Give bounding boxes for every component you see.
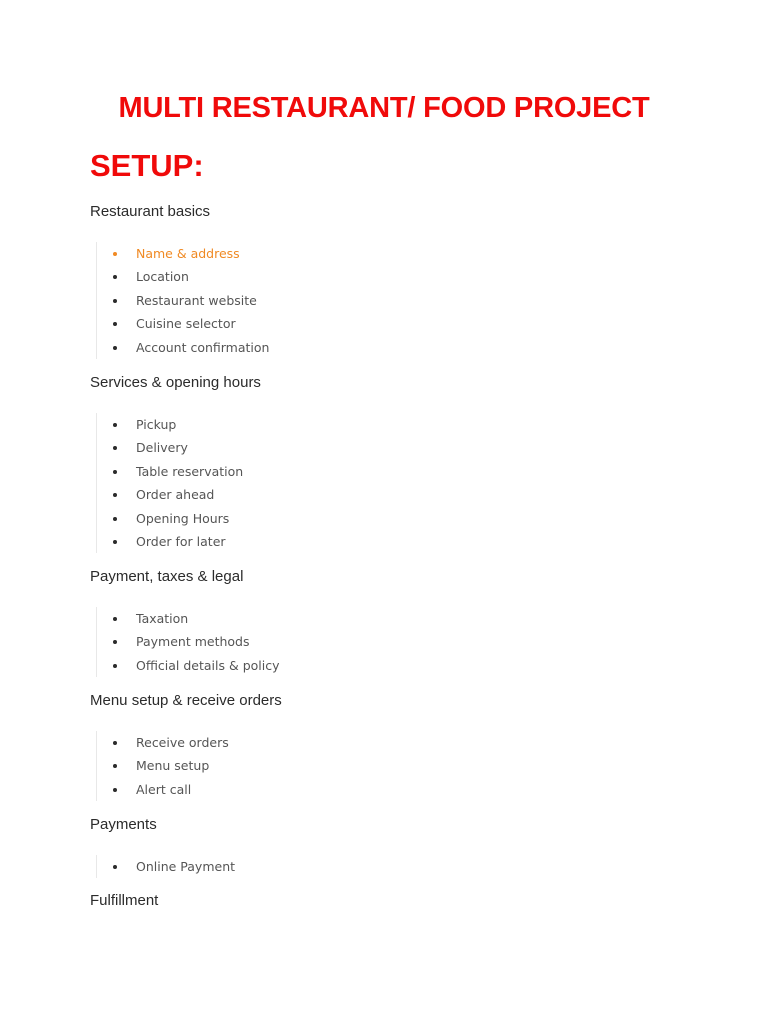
list-item-label: Account confirmation (136, 339, 270, 355)
list-item-label: Opening Hours (136, 510, 230, 526)
document-title: MULTI RESTAURANT/ FOOD PROJECT (118, 92, 650, 124)
section-heading-services-opening-hours: Services & opening hours (90, 374, 261, 391)
list-item-label: Online Payment (136, 859, 236, 874)
list-item-name-address[interactable] (97, 242, 269, 265)
bullet-icon (113, 299, 117, 303)
bullet-icon (113, 322, 117, 326)
list-item-account-confirmation[interactable] (97, 336, 269, 359)
list-payment-taxes-legal (96, 607, 280, 677)
list-payments (96, 855, 235, 878)
list-item-label: Receive orders (136, 735, 229, 750)
list-item-label: Table reservation (136, 463, 244, 479)
bullet-icon (113, 423, 117, 427)
list-restaurant-basics (96, 242, 269, 359)
list-item-location[interactable] (97, 265, 269, 288)
section-heading-payment-taxes-legal: Payment, taxes & legal (90, 568, 244, 585)
bullet-icon (113, 275, 117, 279)
list-services-opening-hours (96, 413, 243, 553)
list-item-label: Pickup (136, 417, 177, 432)
list-item-opening-hours[interactable] (97, 507, 243, 530)
bullet-icon (113, 470, 117, 474)
list-item-delivery[interactable] (97, 436, 243, 459)
bullet-icon (113, 741, 117, 745)
list-item-order-ahead[interactable] (97, 483, 243, 506)
list-item-label: Order for later (136, 533, 226, 549)
list-item-taxation[interactable] (97, 607, 280, 630)
bullet-icon (113, 517, 117, 521)
list-item-label: Menu setup (136, 758, 210, 774)
bullet-icon (113, 788, 117, 792)
bullet-icon (113, 540, 117, 544)
list-item-order-for-later[interactable] (97, 530, 243, 553)
bullet-icon (113, 640, 117, 644)
bullet-icon (113, 446, 117, 450)
list-item-label: Location (136, 269, 189, 285)
setup-heading: SETUP: (90, 148, 204, 183)
list-item-payment-methods[interactable] (97, 630, 280, 653)
bullet-icon (113, 764, 117, 768)
bullet-icon (113, 493, 117, 497)
section-heading-menu-setup-receive-orders: Menu setup & receive orders (90, 692, 282, 709)
bullet-icon (113, 664, 117, 668)
list-item-online-payment[interactable] (97, 855, 235, 878)
bullet-icon (113, 865, 117, 869)
list-item-label: Official details & policy (136, 657, 280, 673)
list-item-alert-call[interactable] (97, 778, 229, 801)
list-item-label: Taxation (136, 611, 189, 626)
list-item-menu-setup[interactable] (97, 754, 229, 777)
list-item-label: Cuisine selector (136, 316, 236, 332)
list-item-pickup[interactable] (97, 413, 243, 436)
list-item-label: Payment methods (136, 634, 250, 650)
list-item-label: Name & address (136, 246, 240, 261)
section-heading-payments: Payments (90, 816, 157, 833)
section-heading-fulfillment: Fulfillment (90, 892, 159, 909)
list-item-label: Alert call (136, 781, 192, 797)
list-item-restaurant-website[interactable] (97, 289, 269, 312)
list-item-label: Delivery (136, 440, 188, 456)
list-item-label: Restaurant website (136, 292, 257, 308)
bullet-icon (113, 617, 117, 621)
list-item-table-reservation[interactable] (97, 460, 243, 483)
section-heading-restaurant-basics: Restaurant basics (90, 203, 211, 220)
list-item-receive-orders[interactable] (97, 731, 229, 754)
list-item-cuisine-selector[interactable] (97, 312, 269, 335)
list-item-label: Order ahead (136, 487, 215, 503)
bullet-icon (113, 252, 117, 256)
bullet-icon (113, 346, 117, 350)
list-menu-setup-receive-orders (96, 731, 229, 801)
list-item-official-details-policy[interactable] (97, 654, 280, 677)
